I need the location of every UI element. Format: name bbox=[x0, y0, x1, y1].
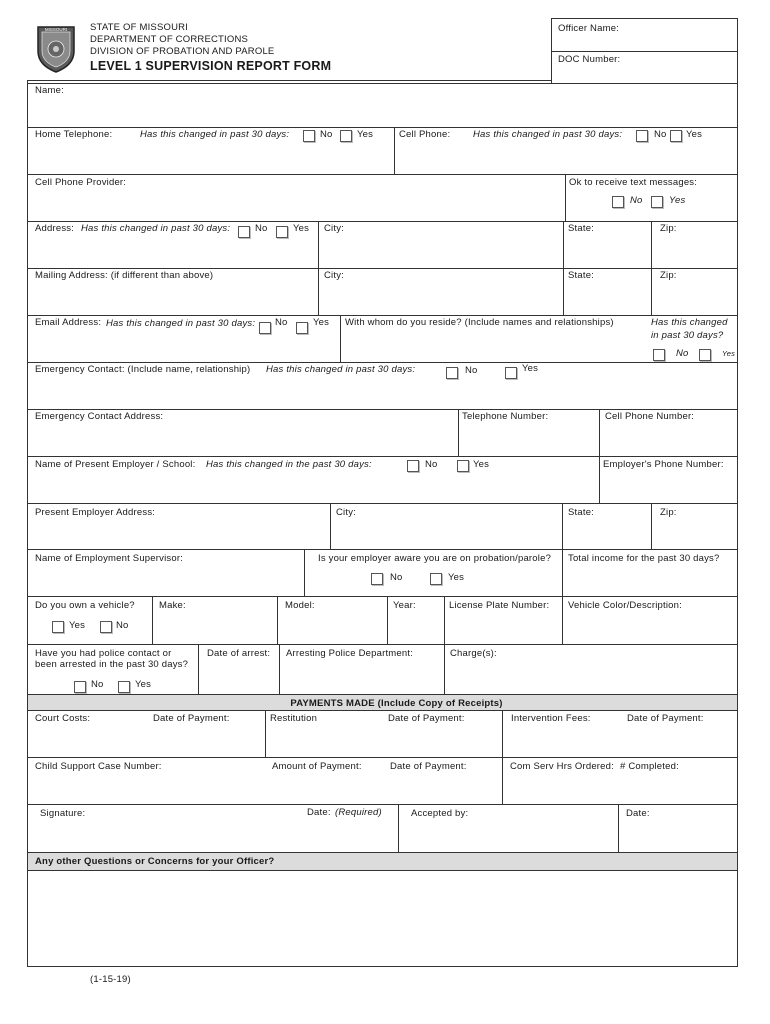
employer-yes-checkbox[interactable] bbox=[457, 460, 469, 472]
header-state: STATE OF MISSOURI bbox=[90, 22, 189, 33]
home-telephone-changed-question: Has this changed in past 30 days: bbox=[140, 129, 290, 140]
charges-field[interactable]: Charge(s): bbox=[450, 648, 497, 659]
vehicle-color-field[interactable]: Vehicle Color/Description: bbox=[568, 600, 682, 611]
form-title: LEVEL 1 SUPERVISION REPORT FORM bbox=[90, 59, 332, 73]
police-contact-question-line2: been arrested in the past 30 days? bbox=[35, 659, 189, 670]
officer-name-field[interactable]: Officer Name: bbox=[558, 23, 620, 34]
vehicle-make-field[interactable]: Make: bbox=[159, 600, 186, 611]
yes-label: Yes bbox=[448, 572, 465, 583]
employer-zip-field[interactable]: Zip: bbox=[660, 507, 677, 518]
accepted-date-field[interactable]: Date: bbox=[626, 808, 650, 819]
form-version: (1-15-19) bbox=[90, 974, 131, 985]
intervention-fees-field[interactable]: Intervention Fees: bbox=[511, 713, 591, 724]
employer-phone-field[interactable]: Employer's Phone Number: bbox=[603, 459, 724, 470]
header-department: DEPARTMENT OF CORRECTIONS bbox=[90, 34, 249, 45]
reside-changed-line2: in past 30 days? bbox=[651, 330, 724, 341]
court-costs-date-field[interactable]: Date of Payment: bbox=[153, 713, 230, 724]
address-city-field[interactable]: City: bbox=[324, 223, 344, 234]
home-telephone-yes-checkbox[interactable] bbox=[340, 130, 352, 142]
payments-heading: PAYMENTS MADE (Include Copy of Receipts) bbox=[290, 698, 503, 709]
cell-phone-changed-question: Has this changed in past 30 days: bbox=[473, 129, 623, 140]
ok-text-yes-checkbox[interactable] bbox=[651, 196, 663, 208]
restitution-field[interactable]: Restitution bbox=[270, 713, 318, 724]
address-no-checkbox[interactable] bbox=[238, 226, 250, 238]
mailing-city-field[interactable]: City: bbox=[324, 270, 344, 281]
emergency-contact-field[interactable]: Emergency Contact: (Include name, relationship) bbox=[35, 364, 251, 375]
header-division: DIVISION OF PROBATION AND PAROLE bbox=[90, 46, 275, 57]
questions-heading: Any other Questions or Concerns for your Officer? bbox=[35, 856, 275, 867]
police-contact-question-line1: Have you had police contact or bbox=[35, 648, 172, 659]
arresting-dept-field[interactable]: Arresting Police Department: bbox=[286, 648, 414, 659]
yes-label: Yes bbox=[357, 129, 374, 140]
reside-changed-line1: Has this changed bbox=[651, 317, 728, 328]
name-field[interactable]: Name: bbox=[35, 85, 64, 96]
email-yes-checkbox[interactable] bbox=[296, 322, 308, 334]
emergency-no-checkbox[interactable] bbox=[446, 367, 458, 379]
mailing-address-field[interactable]: Mailing Address: (if different than above) bbox=[35, 270, 214, 281]
employer-changed-question: Has this changed in the past 30 days: bbox=[206, 459, 372, 470]
doc-number-field[interactable]: DOC Number: bbox=[558, 54, 621, 65]
ok-text-no-checkbox[interactable] bbox=[612, 196, 624, 208]
ok-text-question: Ok to receive text messages: bbox=[569, 177, 698, 188]
reside-with-field[interactable]: With whom do you reside? (Include names and relationships) bbox=[345, 317, 614, 328]
employer-aware-no-checkbox[interactable] bbox=[371, 573, 383, 585]
emergency-changed-question: Has this changed in past 30 days: bbox=[266, 364, 416, 375]
intervention-date-field[interactable]: Date of Payment: bbox=[627, 713, 704, 724]
police-yes-checkbox[interactable] bbox=[118, 681, 130, 693]
yes-label: Yes bbox=[135, 679, 152, 690]
reside-no-checkbox[interactable] bbox=[653, 349, 665, 361]
yes-label: Yes bbox=[522, 363, 539, 374]
address-yes-checkbox[interactable] bbox=[276, 226, 288, 238]
email-address-field[interactable]: Email Address: bbox=[35, 317, 102, 328]
com-serv-completed-field[interactable]: # Completed: bbox=[620, 761, 679, 772]
no-label: No bbox=[465, 365, 478, 376]
signature-date-required-note: (Required) bbox=[335, 807, 382, 818]
address-field[interactable]: Address: bbox=[35, 223, 75, 234]
own-vehicle-question: Do you own a vehicle? bbox=[35, 600, 135, 611]
total-income-field[interactable]: Total income for the past 30 days? bbox=[568, 553, 720, 564]
child-support-case-field[interactable]: Child Support Case Number: bbox=[35, 761, 162, 772]
missouri-seal-logo bbox=[34, 23, 78, 73]
mailing-zip-field[interactable]: Zip: bbox=[660, 270, 677, 281]
yes-label: Yes bbox=[293, 223, 310, 234]
yes-label: Yes bbox=[669, 195, 686, 206]
employer-aware-question: Is your employer aware you are on probation/parole? bbox=[318, 553, 552, 564]
emergency-address-field[interactable]: Emergency Contact Address: bbox=[35, 411, 164, 422]
no-label: No bbox=[275, 317, 288, 328]
mailing-state-field[interactable]: State: bbox=[568, 270, 595, 281]
address-changed-question: Has this changed in past 30 days: bbox=[81, 223, 231, 234]
employer-aware-yes-checkbox[interactable] bbox=[430, 573, 442, 585]
vehicle-year-field[interactable]: Year: bbox=[393, 600, 416, 611]
yes-label: Yes bbox=[69, 620, 86, 631]
seal-text: MISSOURI bbox=[44, 27, 68, 32]
accepted-by-field[interactable]: Accepted by: bbox=[411, 808, 469, 819]
emergency-telephone-field[interactable]: Telephone Number: bbox=[462, 411, 549, 422]
yes-label: Yes bbox=[473, 459, 490, 470]
email-changed-question: Has this changed in past 30 days: bbox=[106, 318, 256, 329]
no-label: No bbox=[425, 459, 438, 470]
yes-label: Yes bbox=[722, 349, 736, 358]
yes-label: Yes bbox=[686, 129, 703, 140]
no-label: No bbox=[255, 223, 268, 234]
cell-phone-no-checkbox[interactable] bbox=[636, 130, 648, 142]
no-label: No bbox=[116, 620, 129, 631]
police-no-checkbox[interactable] bbox=[74, 681, 86, 693]
employment-supervisor-field[interactable]: Name of Employment Supervisor: bbox=[35, 553, 184, 564]
child-support-date-field[interactable]: Date of Payment: bbox=[390, 761, 467, 772]
no-label: No bbox=[654, 129, 667, 140]
license-plate-field[interactable]: License Plate Number: bbox=[449, 600, 550, 611]
employer-address-field[interactable]: Present Employer Address: bbox=[35, 507, 156, 518]
vehicle-no-checkbox[interactable] bbox=[100, 621, 112, 633]
home-telephone-no-checkbox[interactable] bbox=[303, 130, 315, 142]
cell-phone-field[interactable]: Cell Phone: bbox=[399, 129, 451, 140]
yes-label: Yes bbox=[313, 317, 330, 328]
employer-state-field[interactable]: State: bbox=[568, 507, 595, 518]
cell-phone-yes-checkbox[interactable] bbox=[670, 130, 682, 142]
employer-name-field[interactable]: Name of Present Employer / School: bbox=[35, 459, 196, 470]
no-label: No bbox=[320, 129, 333, 140]
address-state-field[interactable]: State: bbox=[568, 223, 595, 234]
signature-date-field[interactable]: Date: bbox=[307, 807, 331, 818]
vehicle-yes-checkbox[interactable] bbox=[52, 621, 64, 633]
no-label: No bbox=[390, 572, 403, 583]
questions-textarea[interactable] bbox=[30, 873, 735, 963]
no-label: No bbox=[676, 348, 689, 359]
cell-provider-field[interactable]: Cell Phone Provider: bbox=[35, 177, 127, 188]
employer-no-checkbox[interactable] bbox=[407, 460, 419, 472]
emergency-cell-field[interactable]: Cell Phone Number: bbox=[605, 411, 695, 422]
employer-city-field[interactable]: City: bbox=[336, 507, 356, 518]
restitution-date-field[interactable]: Date of Payment: bbox=[388, 713, 465, 724]
no-label: No bbox=[630, 195, 643, 206]
signature-field[interactable]: Signature: bbox=[40, 808, 86, 819]
vehicle-model-field[interactable]: Model: bbox=[285, 600, 315, 611]
reside-yes-checkbox[interactable] bbox=[699, 349, 711, 361]
amount-of-payment-field[interactable]: Amount of Payment: bbox=[272, 761, 362, 772]
com-serv-hours-field[interactable]: Com Serv Hrs Ordered: bbox=[510, 761, 614, 772]
court-costs-field[interactable]: Court Costs: bbox=[35, 713, 91, 724]
no-label: No bbox=[91, 679, 104, 690]
email-no-checkbox[interactable] bbox=[259, 322, 271, 334]
home-telephone-field[interactable]: Home Telephone: bbox=[35, 129, 113, 140]
date-of-arrest-field[interactable]: Date of arrest: bbox=[207, 648, 271, 659]
emergency-yes-checkbox[interactable] bbox=[505, 367, 517, 379]
address-zip-field[interactable]: Zip: bbox=[660, 223, 677, 234]
